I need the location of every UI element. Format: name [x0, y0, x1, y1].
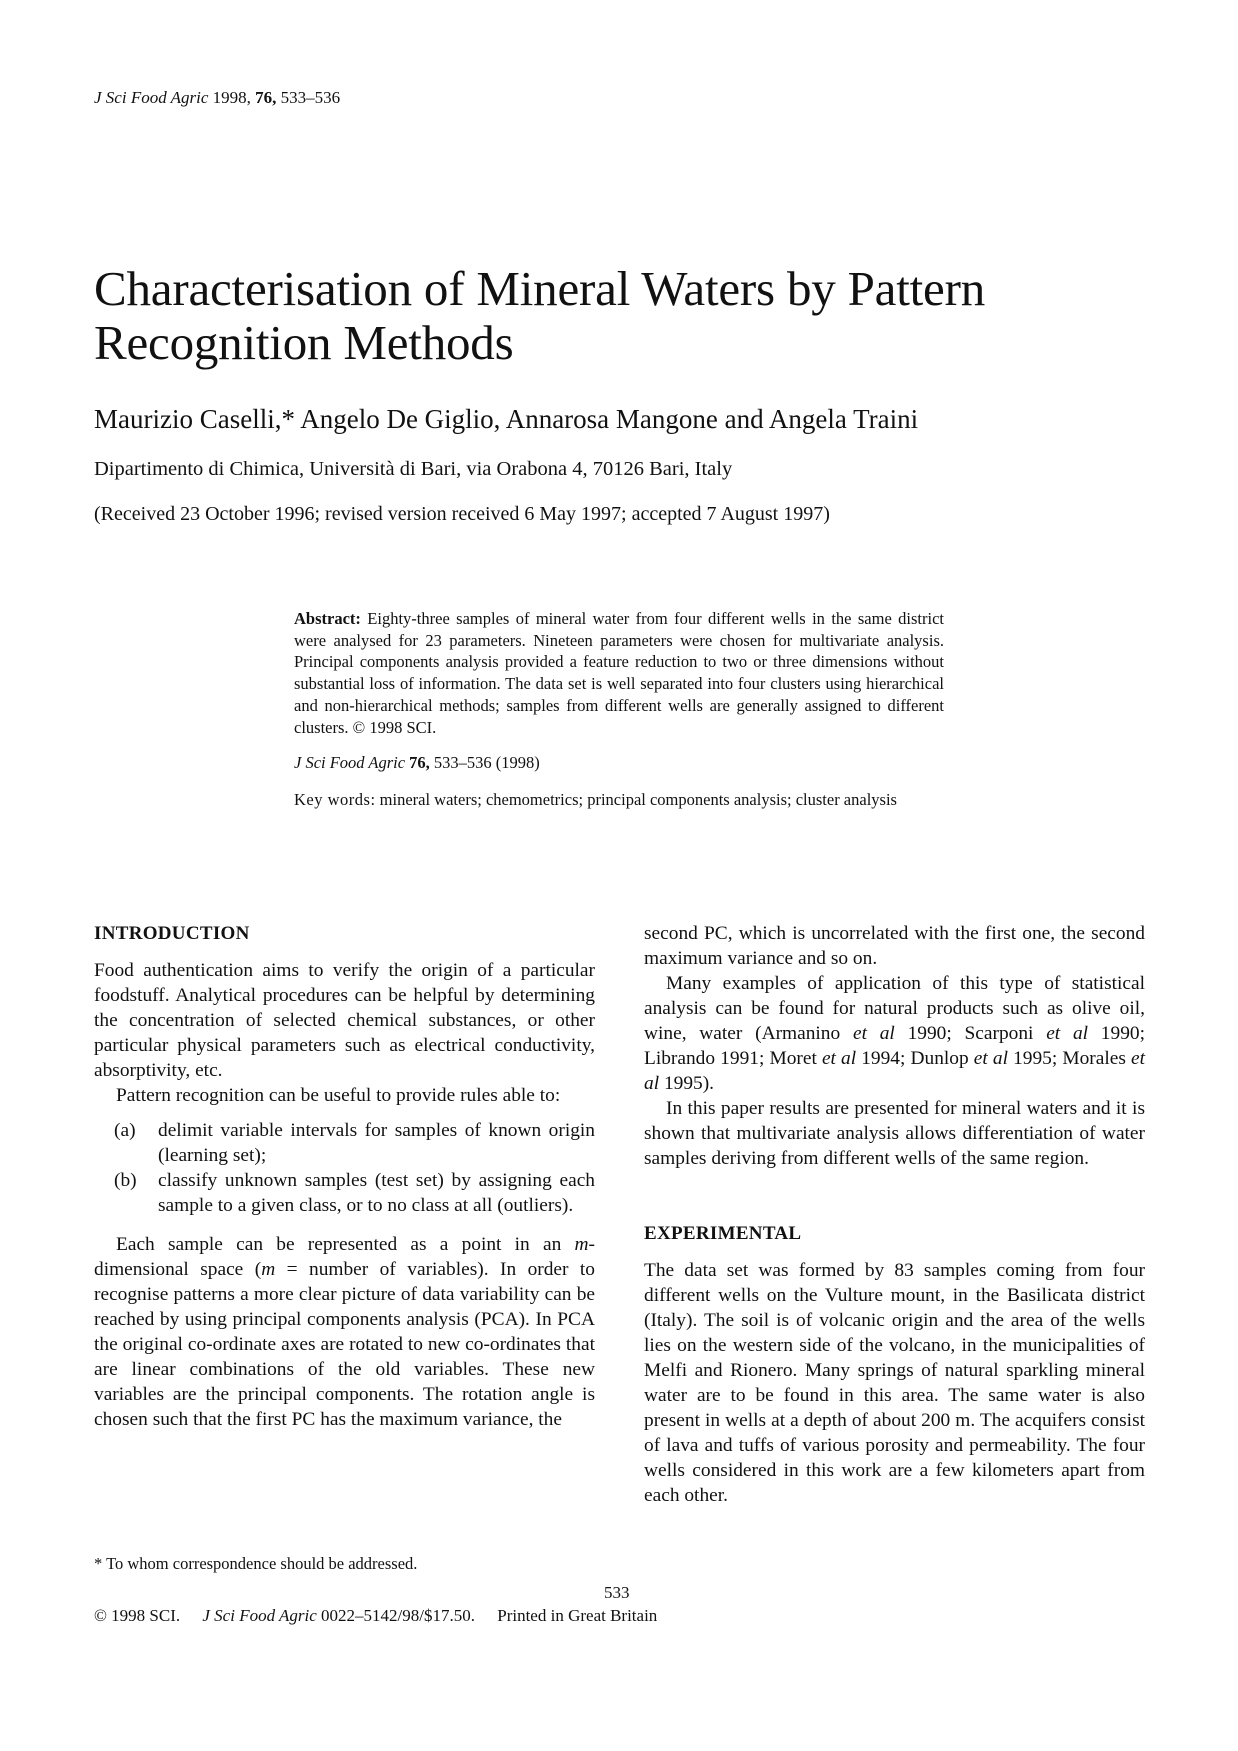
right-column	[644, 921, 1145, 1508]
p3-part-a: Each sample can be represented as a point in an	[116, 1234, 575, 1255]
p2-part-e: 1995; Morales	[1007, 1048, 1131, 1069]
page-number: 533	[604, 1583, 630, 1602]
et-al: et al	[973, 1048, 1008, 1069]
page-footer	[94, 1606, 675, 1626]
et-al: et al	[1046, 1023, 1089, 1044]
keywords-text: mineral waters; chemometrics; principal components analysis; cluster analysis	[379, 789, 897, 809]
p3-m-symbol: m	[574, 1234, 589, 1255]
article-title: Characterisation of Mineral Waters by Pattern Recognition Methods	[94, 261, 985, 370]
affiliation: Dipartimento di Chimica, Università di Bari, via Orabona 4, 70126 Bari, Italy	[94, 458, 733, 480]
abstract-text: Eighty-three samples of mineral water from four different wells in the same district were analysed for 23 parameters. Nineteen parameters were chosen for multivariate analysis. Principal components analysis provided a feature reduction to two or three dimensions without substantial loss of information. The data set is well separated into four clusters using hierarchical and non-hierarchical methods; samples from different wells are generally assigned to different clusters. © 1998 SCI.	[294, 609, 944, 737]
abstract-citation	[294, 752, 944, 774]
et-al: et al	[852, 1023, 895, 1044]
p2-part-c: 1990; Librando 1991; Moret	[644, 1023, 1145, 1069]
p2-part-b: 1990; Scarponi	[894, 1023, 1047, 1044]
citation-journal: J Sci Food Agric	[294, 753, 406, 773]
right-paragraph-2	[644, 971, 1145, 1096]
header-pages: 533–536	[280, 88, 341, 107]
list-item	[94, 1168, 595, 1218]
keywords	[294, 789, 944, 811]
abstract-paragraph	[294, 608, 944, 738]
et-al: et al	[644, 1048, 1145, 1094]
p3-m-symbol-2: m	[261, 1259, 276, 1280]
footer-printed: Printed in Great Britain	[497, 1606, 658, 1625]
intro-paragraph-1: Food authentication aims to verify the origin of a particular foodstuff. Analytical procedures can be helpful by determining the concentration of selected chemical substances, or other particular physical parameters such as electrical conductivity, absorptivity, etc.	[94, 960, 595, 1081]
authors: Maurizio Caselli,* Angelo De Giglio, Annarosa Mangone and Angela Traini	[94, 404, 919, 434]
experimental-heading: EXPERIMENTAL	[644, 1223, 802, 1244]
list-item-text: delimit variable intervals for samples of known origin (learning set);	[158, 1120, 595, 1166]
footer-journal: J Sci Food Agric	[202, 1606, 317, 1625]
p2-part-f: 1995).	[659, 1073, 715, 1094]
right-paragraph-3: In this paper results are presented for mineral waters and it is shown that multivariate analysis allows differentiation of water samples deriving from different wells of the same region.	[644, 1098, 1145, 1169]
citation-volume: 76,	[409, 753, 430, 773]
header-journal: J Sci Food Agric	[94, 88, 209, 107]
abstract-block	[294, 608, 944, 811]
experimental-paragraph: The data set was formed by 83 samples coming from four different wells on the Vulture mount, in the Basilicata district (Italy). The soil is of volcanic origin and the area of the wells lies on the western side of the volcano, in the municipalities of Melfi and Rionero. Many springs of natural sparkling mineral water are to be found in this area. The same water is also present in wells at a depth of about 200 m. The acquifers consist of lava and tuffs of various porosity and permeability. The four wells considered in this work are a few kilometers apart from each other.	[644, 1260, 1145, 1506]
footer-copyright: © 1998 SCI.	[94, 1606, 181, 1625]
received-dates: (Received 23 October 1996; revised version received 6 May 1997; accepted 7 August 1997)	[94, 503, 830, 525]
list-item	[94, 1118, 595, 1168]
footnote: * To whom correspondence should be addressed.	[94, 1554, 418, 1573]
right-paragraph-1: second PC, which is uncorrelated with the first one, the second maximum variance and so on.	[644, 923, 1145, 969]
header-volume: 76,	[255, 88, 277, 107]
keywords-label: Key words:	[294, 789, 376, 809]
list-item-label: (b)	[114, 1170, 137, 1191]
et-al: et al	[821, 1048, 857, 1069]
p2-part-a: Many examples of application of this type of statistical analysis can be found for natural products such as olive oil, wine, water (Armanino	[644, 973, 1145, 1044]
p2-part-d: 1994; Dunlop	[856, 1048, 974, 1069]
running-header	[94, 88, 340, 108]
intro-paragraph-2: Pattern recognition can be useful to provide rules able to:	[116, 1085, 561, 1106]
p3-part-b: -dimensional space (	[94, 1234, 595, 1280]
p3-part-c: = number of variables). In order to recognise patterns a more clear picture of data variability can be reached by using principal components analysis (PCA). In PCA the original co-ordinate axes are rotated to new co-ordinates that are linear combinations of the old variables. These new variables are the principal components. The rotation angle is chosen such that the first PC has the maximum variance, the	[94, 1259, 596, 1430]
introduction-heading: INTRODUCTION	[94, 923, 250, 944]
left-column	[94, 921, 595, 1432]
list-item-label: (a)	[114, 1120, 136, 1141]
intro-paragraph-3	[94, 1232, 595, 1432]
citation-rest: 533–536 (1998)	[433, 753, 540, 773]
intro-list	[94, 1118, 595, 1218]
footer-issn: 0022–5142/98/$17.50.	[321, 1606, 475, 1625]
abstract-label: Abstract:	[294, 609, 361, 628]
header-year: 1998,	[212, 88, 251, 107]
list-item-text: classify unknown samples (test set) by assigning each sample to a given class, or to no class at all (outliers).	[158, 1170, 595, 1216]
